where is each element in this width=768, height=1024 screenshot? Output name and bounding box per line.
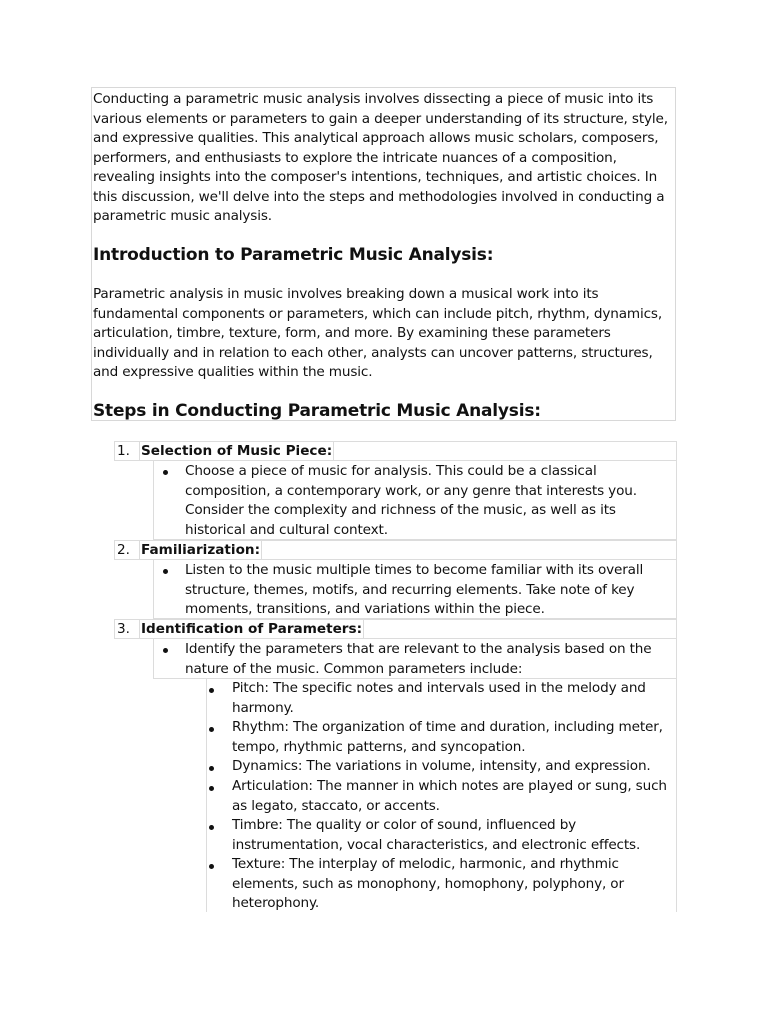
step-number: 1.: [117, 443, 130, 459]
bullet-dot-icon: [209, 825, 214, 830]
step-row-1: [114, 441, 677, 461]
step-3-bullet: Identify the parameters that are relevant to the analysis based on the nature of the music. Common parameters include:: [185, 641, 652, 677]
step-1-bullet: Choose a piece of music for analysis. This could be a classical composition, a contemporary work, or any genre that interests you. Consider the complexity and richness of the music, as well as its historical and cultural context.: [185, 463, 637, 538]
step-title: Familiarization:: [141, 542, 261, 558]
bullet-dot-icon: [163, 569, 168, 574]
step-row-3: [114, 619, 677, 639]
step-title: Selection of Music Piece:: [141, 443, 333, 459]
bullet-dot-icon: [209, 786, 214, 791]
parameter-item-timbre: Timbre: The quality or color of sound, influenced by instrumentation, vocal characteristics, and electronic effects.: [232, 817, 641, 853]
parameter-item-dynamics: Dynamics: The variations in volume, intensity, and expression.: [232, 758, 651, 774]
parameter-item-pitch: Pitch: The specific notes and intervals used in the melody and harmony.: [232, 680, 646, 716]
intro-section: [91, 87, 676, 421]
bullet-dot-icon: [209, 864, 214, 869]
bullet-dot-icon: [209, 688, 214, 693]
bullet-dot-icon: [163, 470, 168, 475]
parameter-item-rhythm: Rhythm: The organization of time and duration, including meter, tempo, rhythmic patterns, and syncopation.: [232, 719, 663, 755]
step-number: 2.: [117, 542, 130, 558]
section-heading-introduction: Introduction to Parametric Music Analysis:: [93, 245, 494, 265]
step-2-bullet: Listen to the music multiple times to become familiar with its overall structure, themes, motifs, and recurring elements. Take note of key moments, transitions, and variations within the piece.: [185, 562, 644, 617]
section-heading-steps: Steps in Conducting Parametric Music Analysis:: [93, 401, 541, 421]
step-number: 3.: [117, 621, 130, 637]
parameter-item-texture: Texture: The interplay of melodic, harmonic, and rhythmic elements, such as monophony, homophony, polyphony, or heterophony.: [232, 856, 624, 911]
intro-paragraph: Conducting a parametric music analysis involves dissecting a piece of music into its various elements or parameters to gain a deeper understanding of its structure, style, and expressive qualities. This analytical approach allows music scholars, composers, performers, and enthusiasts to explore the intricate nuances of a composition, revealing insights into the composer's intentions, techniques, and artistic choices. In this discussion, we'll delve into the steps and methodologies involved in conducting a parametric music analysis.: [93, 91, 668, 224]
parameter-item-articulation: Articulation: The manner in which notes are played or sung, such as legato, staccato, or accents.: [232, 778, 667, 814]
bullet-dot-icon: [209, 727, 214, 732]
bullet-dot-icon: [163, 648, 168, 653]
bullet-dot-icon: [209, 766, 214, 771]
step-row-2: [114, 540, 677, 560]
step-title: Identification of Parameters:: [141, 621, 363, 637]
parametric-paragraph: Parametric analysis in music involves breaking down a musical work into its fundamental components or parameters, which can include pitch, rhythm, dynamics, articulation, timbre, texture, form, and more. By examining these parameters individually and in relation to each other, analysts can uncover patterns, structures, and expressive qualities within the music.: [93, 286, 663, 380]
